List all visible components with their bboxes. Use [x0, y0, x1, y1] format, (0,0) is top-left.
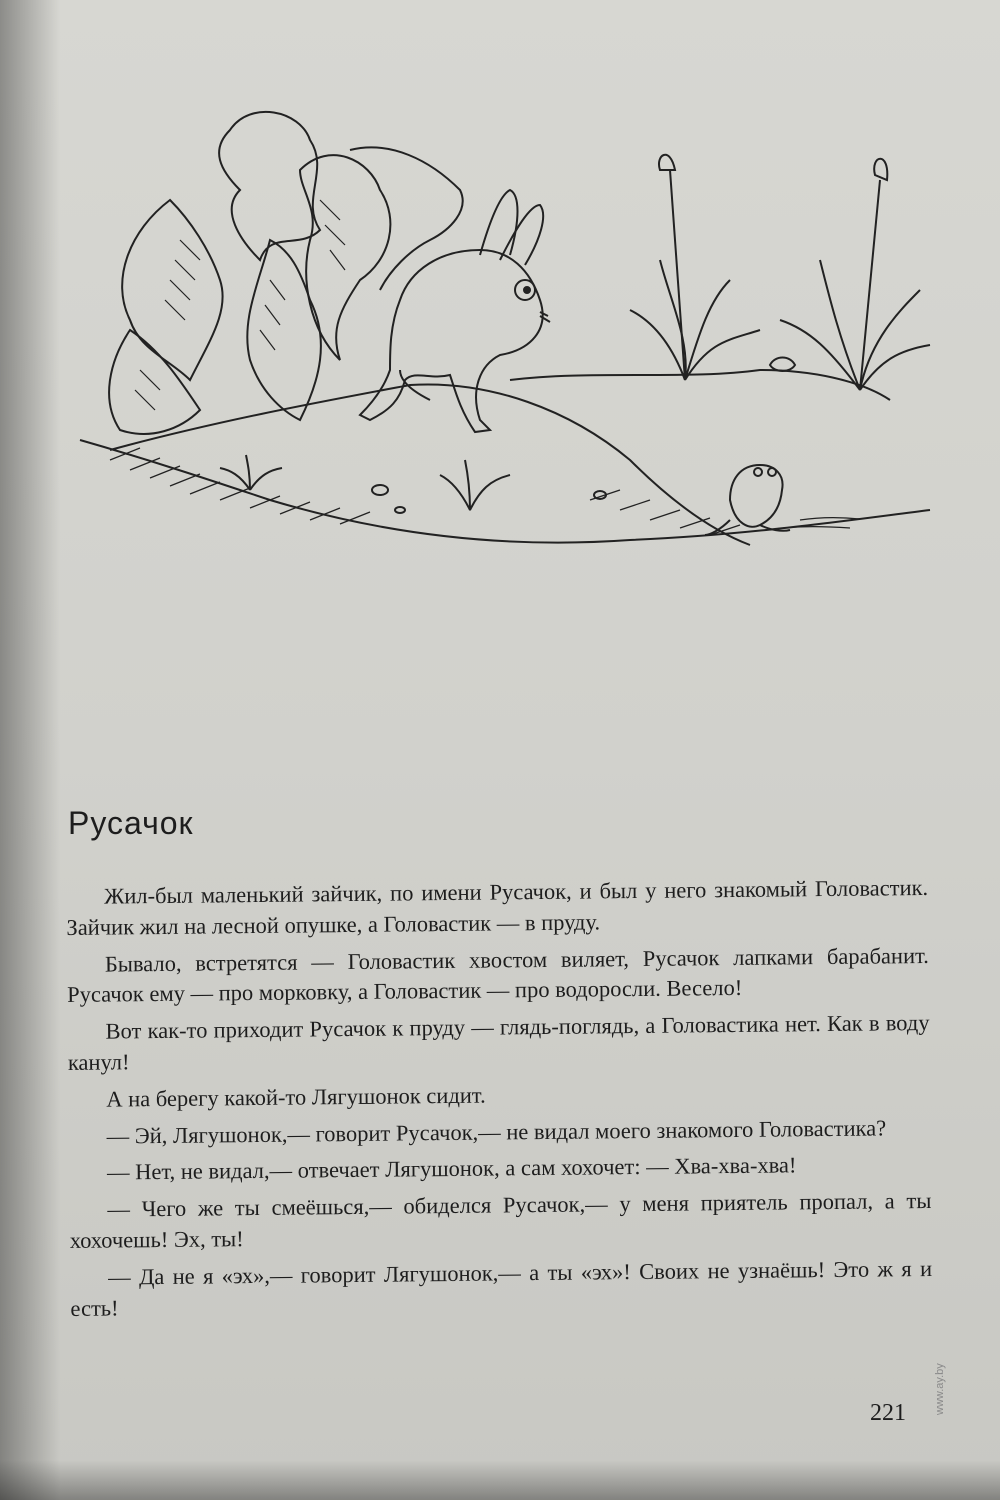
paragraph: А на берегу какой-то Лягушонок сидит.: [106, 1082, 486, 1112]
paragraph: — Да не я «эх»,— говорит Лягушонок,— а ты «эх»! Своих не узнаёшь! Это ж я и есть!: [70, 1255, 933, 1321]
paragraph: Бывало, встретятся — Головастик хвостом виляет, Русачок лапками барабанит. Русачок ему — про морковку, а Головастик — про водоросли. Весело!: [67, 942, 929, 1008]
watermark: www.ay.by: [934, 1363, 946, 1415]
hare-and-frog-illustration: [70, 80, 950, 560]
story-body: [66, 873, 933, 1324]
paragraph: Вот как-то приходит Русачок к пруду — глядь-поглядь, а Головастика нет. Как в воду канул!: [67, 1010, 930, 1075]
page-gutter-shadow: [0, 0, 60, 1500]
paragraph: — Нет, не видал,— отвечает Лягушонок, а сам хохочет: — Хва-хва-хва!: [106, 1152, 797, 1185]
story-title: Русачок: [68, 805, 194, 841]
paragraph: — Эй, Лягушонок,— говорит Русачок,— не видал моего знакомого Головастика?: [106, 1115, 887, 1149]
paragraph: — Чего же ты смеёшься,— обиделся Русачок,— у меня приятель пропал, а ты хохочешь! Эх, ты!: [69, 1188, 932, 1253]
bottom-edge-shadow: [0, 1460, 1000, 1500]
paragraph: Жил-был маленький зайчик, по имени Русачок, и был у него знакомый Головастик. Зайчик жил на лесной опушке, а Головастик — в пруду.: [66, 874, 929, 940]
page-number: 221: [870, 1400, 906, 1426]
